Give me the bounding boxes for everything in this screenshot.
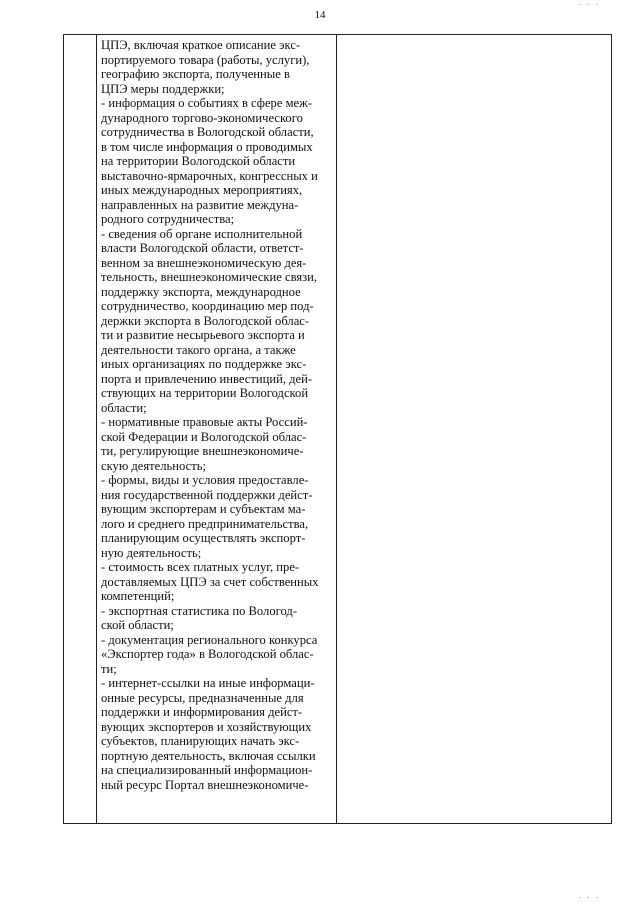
- text-line: держки экспорта в Вологодской облас-: [101, 313, 310, 328]
- text-line: географию экспорта, полученные в: [101, 67, 290, 81]
- text-line: сотрудничества в Вологодской области,: [101, 125, 314, 139]
- text-line: ную деятельность;: [101, 545, 202, 560]
- text-line: направленных на развитие междуна-: [101, 197, 299, 212]
- text-line: скую деятельность;: [101, 458, 206, 473]
- text-line: венном за внешнеэкономическую дея-: [101, 255, 307, 270]
- text-line: в том числе информация о проводимых: [101, 139, 313, 154]
- text-line: - документация регионального конкурса: [101, 632, 318, 647]
- text-line: «Экспортер года» в Вологодской облас-: [101, 647, 314, 661]
- text-line: на специализированный информацион-: [101, 763, 313, 777]
- table-row: [64, 35, 612, 824]
- text-line: на территории Вологодской области: [101, 154, 296, 168]
- text-line: онные ресурсы, предназначенные для: [101, 690, 304, 705]
- text-line: ствующих на территории Вологодской: [101, 386, 309, 400]
- table-body: [64, 35, 612, 824]
- text-line: - интернет-ссылки на иные информаци-: [101, 676, 315, 690]
- text-line: выставочно-ярмарочных, конгрессных и: [101, 168, 318, 183]
- text-line: вующих экспортеров и хозяйствующих: [101, 719, 312, 734]
- text-line: - экспортная статистика по Вологод-: [101, 603, 298, 618]
- text-line: - стоимость всех платных услуг, пре-: [101, 560, 300, 574]
- text-line: сотрудничество, координацию мер под-: [101, 299, 314, 313]
- text-line: тельность, внешнеэкономические связи,: [101, 270, 318, 284]
- text-line: ской Федерации и Вологодской облас-: [101, 429, 307, 444]
- text-line: портную деятельность, включая ссылки: [101, 748, 316, 763]
- scan-artifact-bottom: . . .: [578, 890, 600, 900]
- text-line: субъектов, планирующих начать экс-: [101, 734, 300, 748]
- text-line: ЦПЭ меры поддержки;: [101, 81, 225, 96]
- text-line: - информация о событиях в сфере меж-: [101, 96, 313, 110]
- text-line: ти;: [101, 661, 117, 676]
- row-number-cell: [64, 35, 97, 824]
- text-line: дународного торгово-экономического: [101, 110, 303, 125]
- text-line: лого и среднего предпринимательства,: [101, 516, 309, 531]
- text-line: ЦПЭ, включая краткое описание экс-: [101, 38, 301, 52]
- text-line: поддержки и информирования дейст-: [101, 705, 303, 719]
- text-line: иных организациях по поддержке экс-: [101, 357, 307, 371]
- text-line: ный ресурс Портал внешнеэкономиче-: [101, 777, 309, 792]
- scan-artifact-top: . . .: [578, 0, 600, 7]
- text-line: области;: [101, 400, 147, 415]
- page-number: 14: [314, 9, 326, 21]
- text-line: портируемого товара (работы, услуги),: [101, 52, 310, 67]
- text-line: - нормативные правовые акты Россий-: [101, 415, 308, 429]
- text-line: - сведения об органе исполнительной: [101, 226, 303, 241]
- text-line: - формы, виды и условия предоставле-: [101, 473, 309, 487]
- text-line: компетенций;: [101, 589, 175, 603]
- text-line: планирующим осуществлять экспорт-: [101, 531, 306, 545]
- text-line: ти и развитие несырьевого экспорта и: [101, 328, 305, 342]
- description-text: [97, 35, 336, 792]
- text-line: иных международных мероприятиях,: [101, 183, 303, 197]
- text-line: порта и привлечению инвестиций, дей-: [101, 371, 313, 386]
- document-table: [63, 34, 612, 824]
- text-line: поддержку экспорта, международное: [101, 284, 301, 299]
- text-line: власти Вологодской области, ответст-: [101, 241, 304, 255]
- text-line: деятельности такого органа, а также: [101, 342, 296, 357]
- text-line: ской области;: [101, 618, 174, 632]
- text-line: ти, регулирующие внешнеэкономиче-: [101, 444, 304, 458]
- text-line: ния государственной поддержки дейст-: [101, 487, 313, 502]
- row-description-cell: [97, 35, 337, 824]
- text-line: родного сотрудничества;: [101, 212, 235, 226]
- text-line: вующим экспортерам и субъектам ма-: [101, 502, 306, 516]
- row-right-cell: [337, 35, 612, 824]
- text-line: доставляемых ЦПЭ за счет собственных: [101, 574, 319, 589]
